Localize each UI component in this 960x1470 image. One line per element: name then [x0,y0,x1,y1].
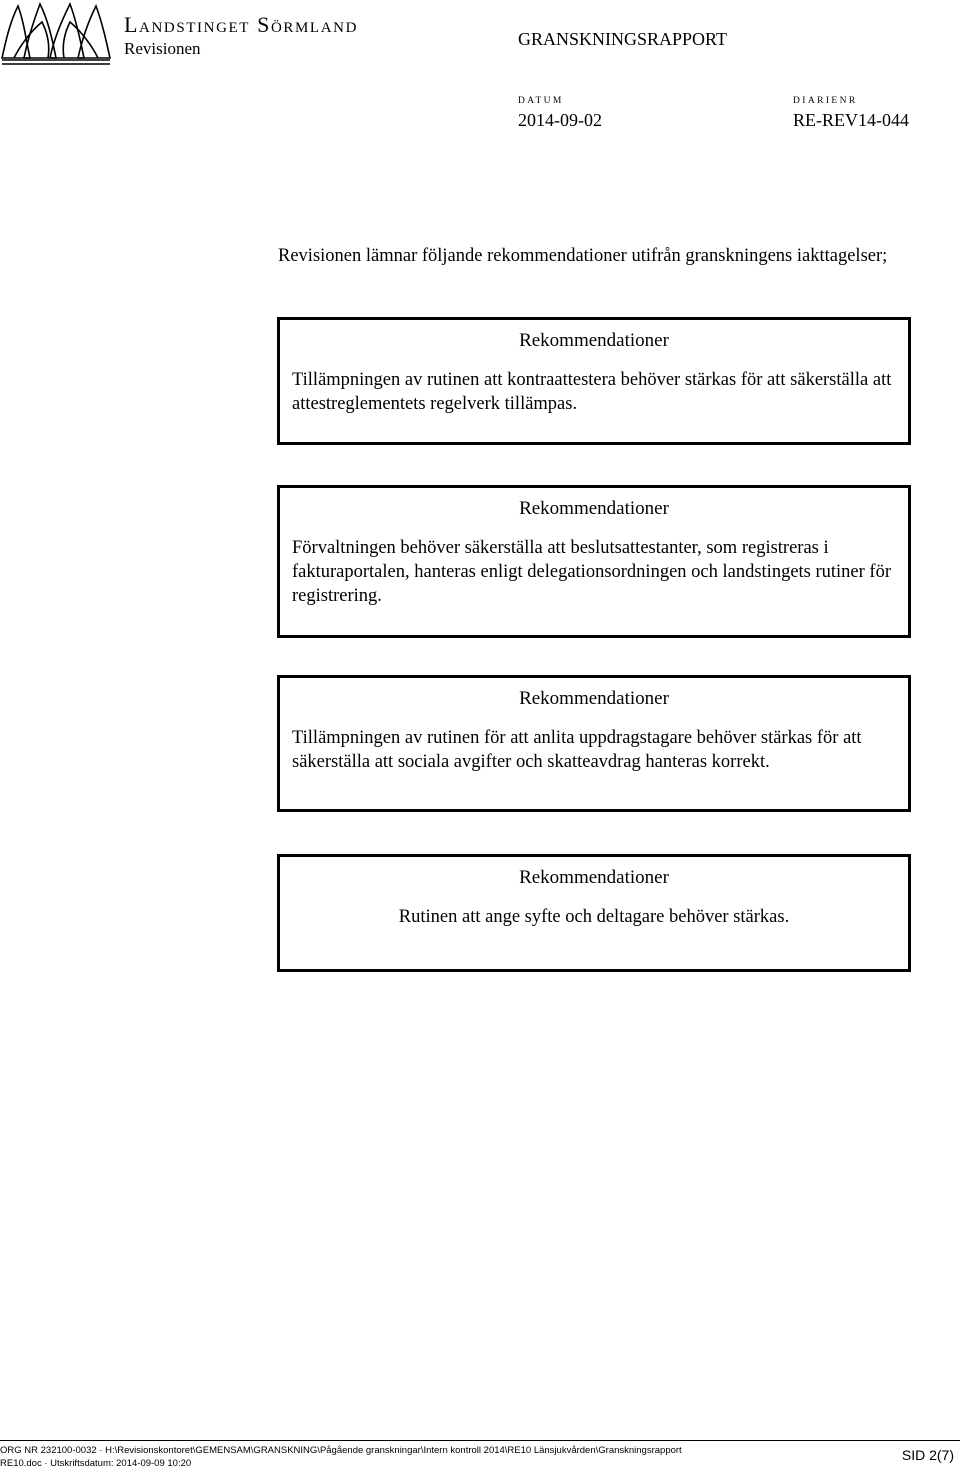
recommendation-box-1 [277,317,911,445]
date-label: DATUM [518,96,564,106]
recommendation-box-3 [277,675,911,812]
landstinget-logo-icon [0,0,112,66]
recommendation-text: Förvaltningen behöver säkerställa att beslutsattestanter, som registreras i fakturaportalen, hanteras enligt delegationsordningen och landstingets rutiner för registrering. [292,538,892,606]
footer-divider [0,1440,960,1441]
diary-number-label: DIARIENR [793,96,858,106]
recommendation-title: Rekommendationer [519,498,669,519]
organization-department: Revisionen [124,39,201,58]
page-number: SID 2(7) [901,1447,954,1463]
recommendation-text: Rutinen att ange syfte och deltagare behöver stärkas. [398,907,790,927]
recommendation-title: Rekommendationer [519,330,669,351]
recommendation-title: Rekommendationer [519,688,669,709]
footer-info [0,1444,880,1470]
recommendation-box-4 [277,854,911,972]
recommendation-text: Tillämpningen av rutinen för att anlita uppdragstagare behöver stärkas för att säkerställa att sociala avgifter och skatteavdrag hanteras korrekt. [292,728,862,772]
date-value: 2014-09-02 [518,110,602,130]
diary-number-value: RE-REV14-044 [793,110,909,130]
footer-line-1: ORG NR 232100-0032 · H:\Revisionskontoret\GEMENSAM\GRANSKNING\Pågående granskningar\Intern kontroll 2014\RE10 Länsjukvården\Granskningsrapport [0,1445,682,1456]
recommendation-title: Rekommendationer [519,867,669,888]
organization-name: Landstinget Sörmland [124,12,358,37]
recommendation-text: Tillämpningen av rutinen att kontraattestera behöver stärkas för att säkerställa att attestreglementets regelverk tillämpas. [292,370,892,414]
recommendation-box-2 [277,485,911,638]
intro-paragraph: Revisionen lämnar följande rekommendationer utifrån granskningens iakttagelser; [278,246,888,266]
document-type: GRANSKNINGSRAPPORT [518,29,727,49]
footer-line-2: RE10.doc · Utskriftsdatum: 2014-09-09 10:20 [0,1458,192,1469]
